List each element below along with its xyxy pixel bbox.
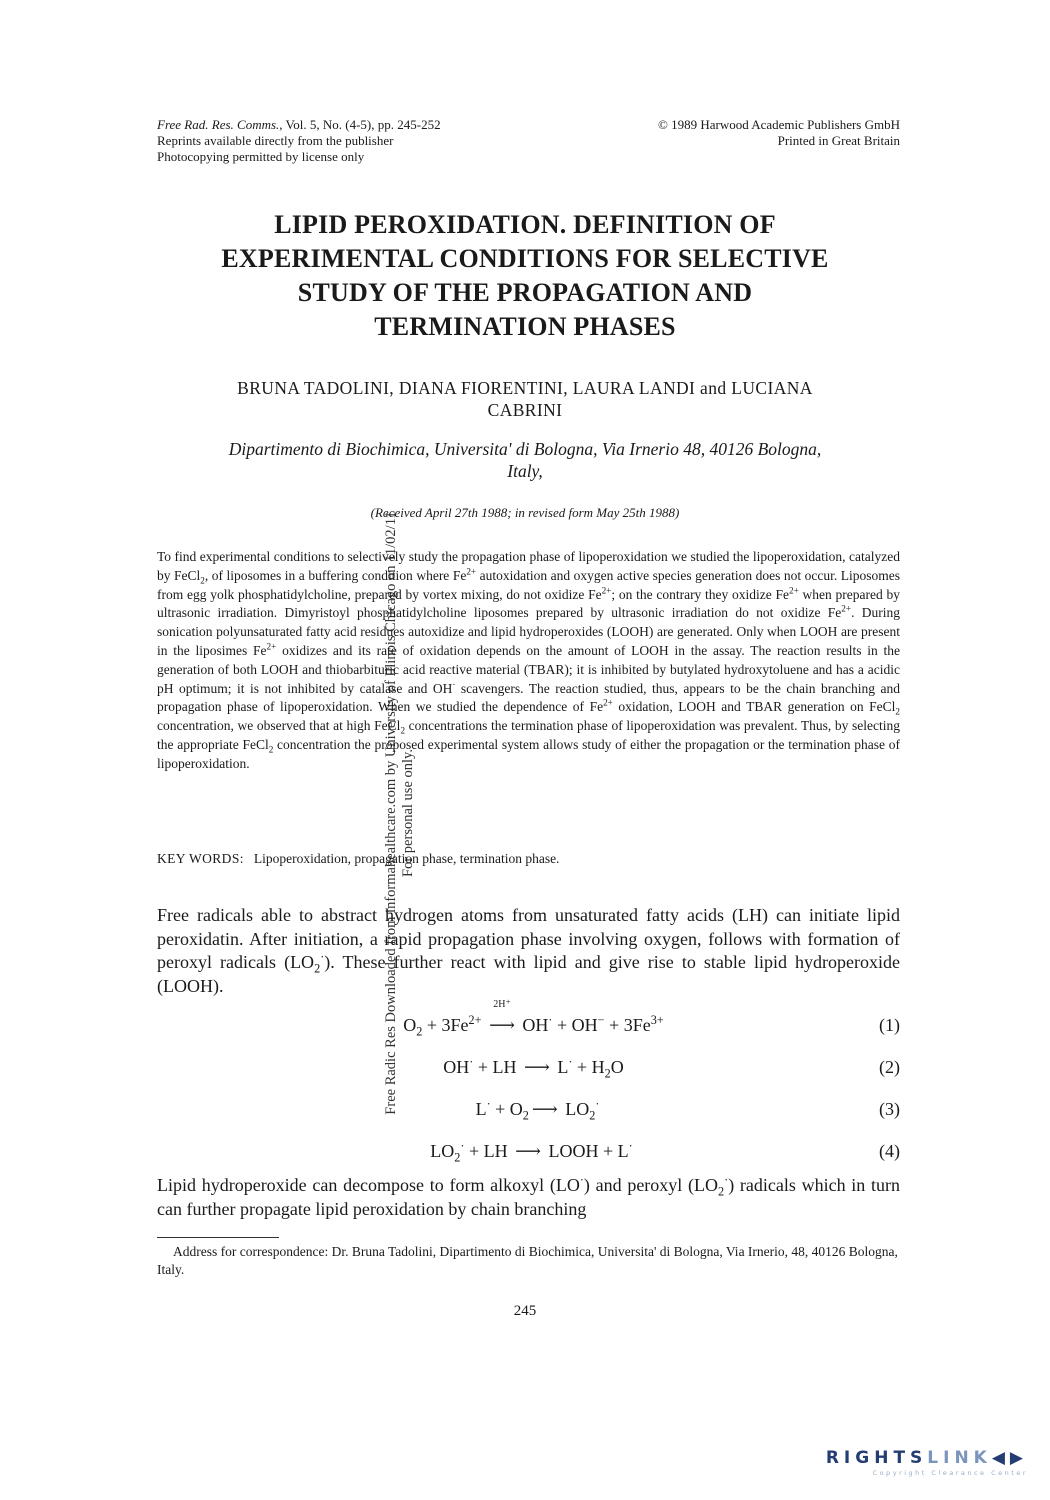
superscript: 2+ xyxy=(266,641,277,652)
keywords-label: KEY WORDS: xyxy=(157,851,244,866)
equation-2 xyxy=(157,1054,900,1080)
publisher-info xyxy=(520,117,900,149)
printed-line: Printed in Great Britain xyxy=(777,133,900,148)
eq-operator: + xyxy=(604,1015,624,1035)
abstract-text: oxidation, LOOH and TBAR generation on FeCl xyxy=(612,699,896,715)
eq-operator: + xyxy=(422,1015,442,1035)
superscript: · xyxy=(486,1097,491,1111)
superscript: 2+ xyxy=(603,697,613,708)
abstract-text: concentration, we observed that at high FeCl xyxy=(157,718,401,734)
subscript: 2 xyxy=(200,575,205,586)
superscript: · xyxy=(579,1173,584,1187)
equation-1 xyxy=(157,999,900,1039)
abstract-text: oxidizes and its rate of oxidation depends on the amount of LOOH in the assay. The reaction results in the generation of both LOOH and thiobarbituric acid reactive material (TBAR); it is inhibited by butylated hydroxytoluene and has a acidic pH optimum; it is not inhibited by catalase and OH xyxy=(157,642,900,696)
equation-2-expression xyxy=(167,1054,900,1080)
watermark-line-2: For personal use only. xyxy=(400,749,416,877)
superscript: · xyxy=(628,1139,633,1153)
superscript: − xyxy=(597,1013,605,1027)
eq-operator: + xyxy=(464,1141,484,1161)
reaction-arrow: ⟶ xyxy=(515,1141,541,1161)
abstract-text: . During sonication polyunsaturated fatty acid residues autoxidize and lipid hydroperoxides (LOOH) are generated. Only when LOOH are present in the liposimes Fe xyxy=(157,605,900,658)
body-paragraph-2 xyxy=(157,1174,900,1221)
subscript: 2 xyxy=(522,1108,529,1123)
subscript: 2 xyxy=(268,744,274,755)
paragraph-text: ). These further react with lipid and give rise to stable lipid hydroperoxide (LOOH). xyxy=(157,952,900,996)
equation-3 xyxy=(157,1096,900,1122)
eq-term: O xyxy=(403,1015,417,1035)
equation-1-expression xyxy=(167,999,900,1039)
keywords-text: Lipoperoxidation, propagation phase, termination phase. xyxy=(253,851,560,866)
superscript: · xyxy=(548,1013,553,1027)
equation-4 xyxy=(157,1138,900,1164)
abstract-text: autoxidation and oxygen active species generation does not occur. Liposomes from egg yolk phosphatidylcholine, prepared by vortex mixing, do not oxidize Fe xyxy=(157,567,900,602)
eq-term: LOOH xyxy=(548,1141,599,1161)
reaction-arrow xyxy=(489,999,515,1038)
keywords xyxy=(157,850,900,868)
rightslink-link: LINK xyxy=(927,1448,992,1468)
abstract-text: when prepared by ultrasonic irradiation. Dimyristoyl phosphatidylcholine liposomes prepared by ultrasonic irradiation do not oxidize Fe xyxy=(157,586,900,621)
equation-number: (1) xyxy=(879,1015,900,1035)
superscript: 3+ xyxy=(650,1013,664,1027)
rightslink-tagline: Copyright Clearance Center xyxy=(872,1469,1028,1477)
copyright-line: © 1989 Harwood Academic Publishers GmbH xyxy=(657,117,900,132)
affiliation-line-1: Dipartimento di Biochimica, Universita' di Bologna, Via Irnerio 48, 40126 Bologna, xyxy=(228,439,822,459)
eq-term: O xyxy=(610,1057,624,1077)
equation-3-expression xyxy=(175,1096,900,1122)
superscript: 2+ xyxy=(466,566,477,577)
watermark-line-1: Free Radic Res Downloaded from informahealthcare.com by University of Illinois Chicago on 11/02/11 xyxy=(383,511,399,1115)
eq-term: L xyxy=(617,1141,629,1161)
author-list xyxy=(145,377,905,421)
rightslink-logo[interactable] xyxy=(818,1448,1028,1482)
eq-operator: + xyxy=(598,1141,618,1161)
superscript: 2+ xyxy=(468,1013,482,1027)
paragraph-text: Free radicals able to abstract hydrogen atoms from unsaturated fatty acids (LH) can initiate lipid peroxidatin. After initiation, a rapid propagation phase involving oxygen, follows with formation of peroxyl radicals (LO xyxy=(157,905,900,972)
citation-line xyxy=(157,117,577,133)
authors-line-2: CABRINI xyxy=(487,400,563,420)
eq-term: H xyxy=(591,1057,605,1077)
abstract xyxy=(157,548,900,774)
eq-operator: + xyxy=(473,1057,493,1077)
subscript: 2 xyxy=(314,961,321,976)
equation-number: (4) xyxy=(879,1141,900,1161)
superscript: 2+ xyxy=(789,585,799,596)
superscript: · xyxy=(568,1055,573,1069)
reaction-arrow: ⟶ xyxy=(531,1099,558,1119)
journal-name: Free Rad. Res. Comms. xyxy=(157,117,280,132)
eq-term: OH xyxy=(571,1015,598,1035)
title-line-3: STUDY OF THE PROPAGATION AND xyxy=(297,278,753,307)
superscript: · xyxy=(724,1173,729,1187)
article-title xyxy=(120,208,930,344)
footnote-rule xyxy=(157,1237,279,1238)
eq-term: LO xyxy=(565,1099,590,1119)
subscript: 2 xyxy=(454,1150,461,1165)
journal-citation xyxy=(157,117,577,165)
eq-term: O xyxy=(509,1099,523,1119)
equation-4-expression xyxy=(163,1138,900,1164)
affiliation-line-2: Italy, xyxy=(507,461,543,481)
superscript: · xyxy=(452,679,456,690)
arrow-glyph: ⟶ xyxy=(489,1015,515,1035)
eq-term: LO xyxy=(430,1141,455,1161)
reaction-arrow: ⟶ xyxy=(524,1057,550,1077)
rightslink-wordmark xyxy=(818,1448,1028,1468)
subscript: 2 xyxy=(416,1024,423,1039)
superscript: · xyxy=(595,1097,600,1111)
photocopying-note: Photocopying permitted by license only xyxy=(157,149,365,164)
title-line-1: LIPID PEROXIDATION. DEFINITION OF xyxy=(274,210,776,239)
abstract-text: scavengers. The reaction studied, thus, appears to be the chain branching and propagation phase of lipoperoxidation. When we studied the dependence of Fe xyxy=(157,680,901,715)
journal-volume: , Vol. 5, No. (4-5), pp. 245-252 xyxy=(279,117,441,132)
body-paragraph-1 xyxy=(157,904,900,998)
eq-term: L xyxy=(475,1099,487,1119)
paragraph-text: Lipid hydroperoxide can decompose to form alkoxyl (LO xyxy=(157,1175,580,1195)
superscript: 2+ xyxy=(601,585,612,596)
title-line-2: EXPERIMENTAL CONDITIONS FOR SELECTIVE xyxy=(221,244,829,273)
subscript: 2 xyxy=(589,1108,596,1123)
eq-term: LH xyxy=(492,1057,517,1077)
eq-operator: + xyxy=(490,1099,510,1119)
superscript: · xyxy=(460,1139,465,1153)
superscript: · xyxy=(320,950,325,964)
paragraph-text: ) and peroxyl (LO xyxy=(583,1175,719,1195)
abstract-text: , of liposomes in a buffering condition where Fe xyxy=(204,567,467,583)
eq-term: OH xyxy=(443,1057,470,1077)
abstract-text: concentration the proposed experimental system allows study of either the propagation or the termination phase of lipoperoxidation. xyxy=(157,736,900,771)
abstract-text: To find experimental conditions to selectively study the propagation phase of lipoperoxidation we studied the lipoperoxidation, catalyzed by FeCl xyxy=(157,549,900,583)
eq-term: 3Fe xyxy=(441,1015,469,1035)
eq-term: 3Fe xyxy=(623,1015,651,1035)
page-number: 245 xyxy=(513,1303,537,1319)
eq-operator: + xyxy=(552,1015,572,1035)
equation-number: (2) xyxy=(879,1057,900,1077)
arrow-label: 2H⁺ xyxy=(493,999,511,1010)
received-dates: (Received April 27th 1988; in revised form May 25th 1988) xyxy=(370,505,680,520)
abstract-text: concentrations the termination phase of lipoperoxidation was prevalent. Thus, by selecting the appropriate FeCl xyxy=(157,718,900,752)
subscript: 2 xyxy=(895,707,901,718)
eq-term: LH xyxy=(483,1141,508,1161)
eq-operator: + xyxy=(572,1057,592,1077)
title-line-4: TERMINATION PHASES xyxy=(374,312,676,341)
subscript: 2 xyxy=(400,725,406,736)
correspondence-footnote: Address for correspondence: Dr. Bruna Tadolini, Dipartimento di Biochimica, Universita' di Bologna, Via Irnerio, 48, 40126 Bologna, Italy. xyxy=(157,1244,898,1277)
reprints-note: Reprints available directly from the publisher xyxy=(157,133,394,148)
rightslink-arrows-icon: ◀▶ xyxy=(991,1448,1028,1468)
paragraph-text: ) radicals which in turn can further propagate lipid peroxidation by chain branching xyxy=(157,1175,900,1219)
equation-number: (3) xyxy=(879,1099,900,1119)
subscript: 2 xyxy=(604,1066,611,1081)
subscript: 2 xyxy=(718,1184,725,1199)
superscript: · xyxy=(469,1055,474,1069)
rightslink-rights: RIGHTS xyxy=(825,1448,928,1468)
authors-line-1: BRUNA TADOLINI, DIANA FIORENTINI, LAURA LANDI and LUCIANA xyxy=(237,378,813,398)
abstract-text: ; on the contrary they oxidize Fe xyxy=(611,586,790,602)
eq-term: L xyxy=(557,1057,569,1077)
eq-term: OH xyxy=(522,1015,549,1035)
affiliation xyxy=(145,438,905,482)
superscript: 2+ xyxy=(841,603,852,614)
